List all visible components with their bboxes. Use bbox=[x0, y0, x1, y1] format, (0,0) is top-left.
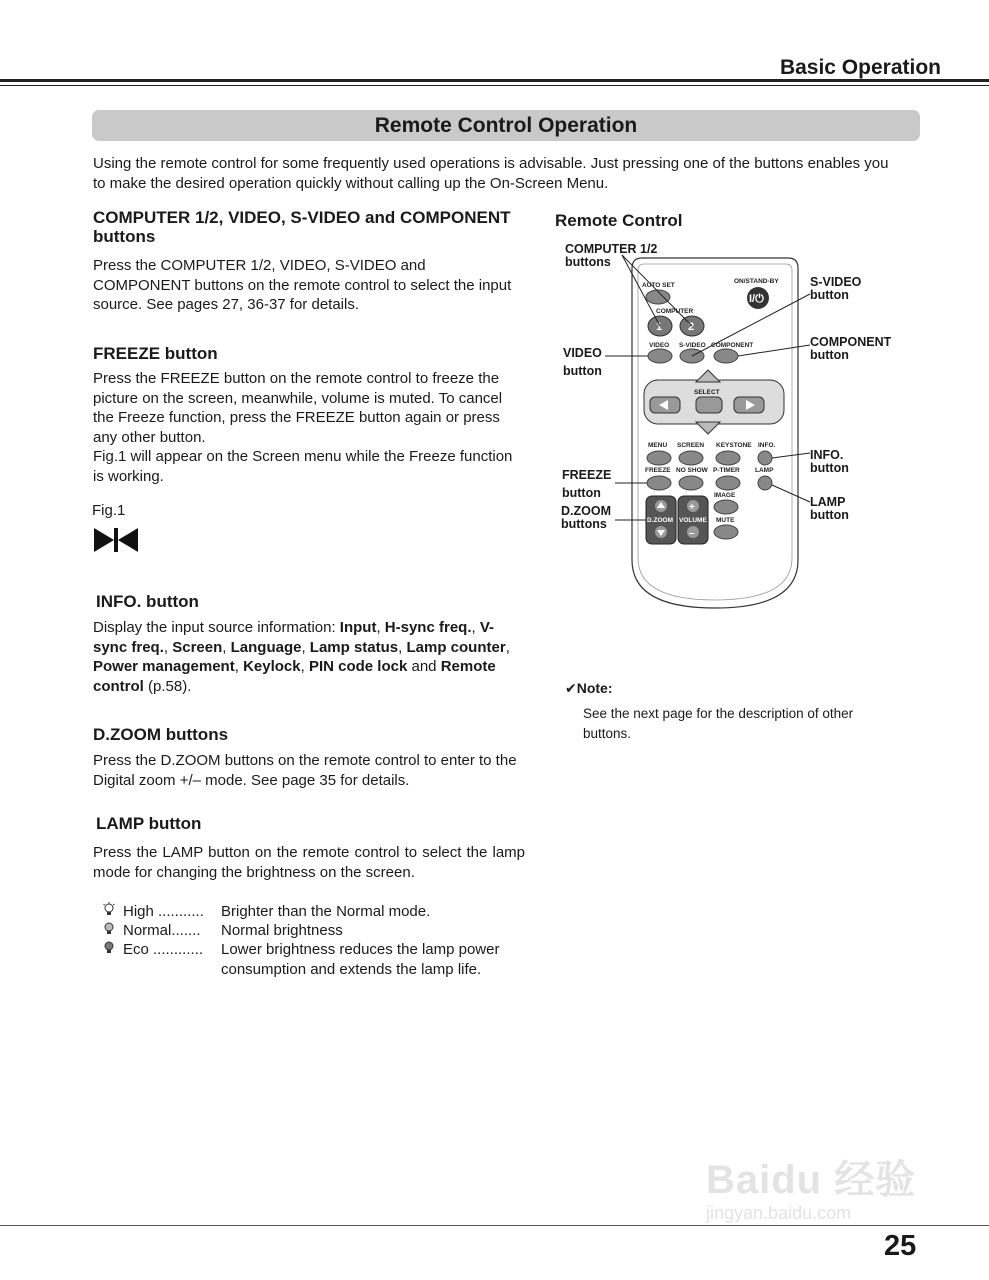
svg-text:2: 2 bbox=[688, 321, 695, 333]
lamp-mode-row bbox=[103, 940, 531, 979]
info-item-bold: PIN code lock bbox=[308, 658, 408, 675]
svg-text:IMAGE: IMAGE bbox=[714, 492, 736, 499]
video-callout: VIDEO button bbox=[563, 346, 602, 378]
computer-callout: COMPUTER 1/2 buttons bbox=[565, 242, 658, 269]
info-item-bold: V-sync freq. bbox=[93, 619, 495, 656]
svg-text:VOLUME: VOLUME bbox=[679, 517, 707, 524]
dzoom-callout: D.ZOOM buttons bbox=[561, 504, 611, 531]
info-text-span: , bbox=[301, 638, 310, 656]
info-text-span: , bbox=[505, 638, 510, 656]
info-text-span: , bbox=[222, 638, 231, 656]
info-text-span: , bbox=[234, 658, 244, 675]
svg-text:COMPONENT: COMPONENT bbox=[711, 342, 754, 349]
freeze-body: Press the FREEZE button on the remote control to freeze the picture on the screen, meanwhile, volume is muted. To cancel the Freeze function, press the FREEZE button again or press any other button. bbox=[93, 370, 503, 446]
svg-text:I/⏻: I/⏻ bbox=[749, 293, 764, 305]
lamp-mode-row bbox=[103, 921, 531, 941]
lamp-mode-label: Eco ............ bbox=[123, 941, 204, 958]
lamp-heading: LAMP button bbox=[96, 814, 202, 833]
svg-text:LAMP: LAMP bbox=[755, 467, 774, 474]
computer-label: COMPUTER bbox=[656, 308, 694, 315]
info-item-bold: Remote control bbox=[93, 658, 496, 695]
info-item-bold: H-sync freq. bbox=[384, 619, 472, 636]
watermark-logo: Baidu 经验 bbox=[706, 1158, 917, 1202]
svg-text:FREEZE: FREEZE bbox=[645, 467, 671, 474]
remote-control-diagram bbox=[560, 240, 900, 610]
page-header-title: Basic Operation bbox=[779, 56, 941, 79]
info-item-bold: Input bbox=[339, 619, 377, 636]
auto-set-label: AUTO SET bbox=[642, 282, 675, 289]
info-text-span: , bbox=[376, 619, 385, 636]
dzoom-heading: D.ZOOM buttons bbox=[93, 725, 229, 744]
svg-text:+: + bbox=[689, 502, 695, 513]
info-text-span: Display the input source information: bbox=[93, 619, 340, 636]
header-rule-thin bbox=[0, 85, 989, 86]
lamp-mode-desc: Normal brightness bbox=[221, 922, 343, 939]
svg-text:NO SHOW: NO SHOW bbox=[676, 467, 708, 474]
info-text-span: (p.58). bbox=[143, 677, 192, 695]
lamp-callout: LAMP button bbox=[810, 495, 849, 522]
info-text-span: , bbox=[163, 638, 173, 656]
watermark-url: jingyan.baidu.com bbox=[706, 1203, 852, 1223]
info-item-bold: Power management bbox=[93, 658, 235, 675]
header-rule-thick bbox=[0, 79, 989, 82]
svg-text:P-TIMER: P-TIMER bbox=[713, 467, 740, 474]
info-text-span: , bbox=[471, 619, 480, 636]
info-text-span: , bbox=[300, 658, 309, 675]
info-item-bold: Keylock bbox=[243, 658, 301, 675]
freeze-icon bbox=[94, 528, 140, 552]
svg-text:KEYSTONE: KEYSTONE bbox=[716, 442, 752, 449]
lamp-mode-label: Normal....... bbox=[123, 922, 201, 939]
freeze-callout: FREEZE button bbox=[562, 468, 612, 500]
info-callout: INFO. button bbox=[810, 448, 849, 475]
info-item-bold: Screen bbox=[172, 638, 223, 656]
svg-text:–: – bbox=[689, 528, 695, 539]
svg-text:SELECT: SELECT bbox=[694, 389, 720, 396]
remote-control-title: Remote Control bbox=[555, 211, 683, 230]
section-title: Remote Control Operation bbox=[92, 110, 920, 141]
svg-text:VIDEO: VIDEO bbox=[649, 342, 670, 349]
lamp-normal-icon bbox=[103, 921, 123, 941]
info-item-bold: Lamp counter bbox=[406, 638, 506, 656]
dzoom-body: Press the D.ZOOM buttons on the remote control to enter to the Digital zoom +/– mode. See page 35 for details. bbox=[93, 752, 517, 789]
freeze-heading: FREEZE button bbox=[93, 344, 218, 363]
info-item-bold: Language bbox=[230, 638, 302, 656]
lamp-mode-desc: Lower brightness reduces the lamp power consumption and extends the lamp life. bbox=[221, 941, 500, 978]
computer-heading: COMPUTER 1/2, VIDEO, S-VIDEO and COMPONENT buttons bbox=[93, 208, 511, 246]
fig1-label: Fig.1 bbox=[92, 502, 126, 519]
svg-text:SCREEN: SCREEN bbox=[677, 442, 705, 449]
freeze-body-2: Fig.1 will appear on the Screen menu while the Freeze function is working. bbox=[93, 448, 513, 485]
page-number: 25 bbox=[884, 1230, 917, 1262]
lamp-eco-icon bbox=[103, 940, 123, 960]
svg-text:1: 1 bbox=[656, 321, 663, 333]
footer-rule bbox=[0, 1225, 989, 1226]
svg-text:S-VIDEO: S-VIDEO bbox=[679, 342, 706, 349]
note-heading: ✔Note: bbox=[565, 680, 613, 696]
lamp-mode-row bbox=[103, 902, 531, 922]
info-body bbox=[93, 618, 525, 696]
on-standby-label: ON/STAND-BY bbox=[734, 278, 779, 285]
note-body: See the next page for the description of other buttons. bbox=[583, 706, 854, 741]
svg-text:D.ZOOM: D.ZOOM bbox=[647, 517, 673, 524]
info-text-span: , bbox=[398, 638, 407, 656]
lamp-mode-desc: Brighter than the Normal mode. bbox=[221, 903, 431, 920]
component-callout: COMPONENT button bbox=[810, 335, 892, 362]
info-text-span: and bbox=[407, 658, 441, 675]
info-heading: INFO. button bbox=[96, 592, 199, 611]
lamp-high-icon bbox=[103, 902, 123, 922]
info-item-bold: Lamp status bbox=[309, 638, 399, 656]
lamp-mode-label: High ........... bbox=[123, 903, 204, 920]
intro-paragraph: Using the remote control for some frequently used operations is advisable. Just pressing one of the buttons enables you to make the desired operation quickly without calling up the On-Screen Menu. bbox=[93, 155, 889, 192]
computer-body: Press the COMPUTER 1/2, VIDEO, S-VIDEO and COMPONENT buttons on the remote control to select the input source. See pages 27, 36-37 for details. bbox=[93, 257, 512, 313]
svg-text:INFO.: INFO. bbox=[758, 442, 776, 449]
svideo-callout: S-VIDEO button bbox=[810, 275, 862, 302]
lamp-body: Press the LAMP button on the remote control to select the lamp mode for changing the brightness on the screen. bbox=[93, 844, 525, 881]
svg-text:MUTE: MUTE bbox=[716, 517, 735, 524]
svg-text:MENU: MENU bbox=[648, 442, 668, 449]
